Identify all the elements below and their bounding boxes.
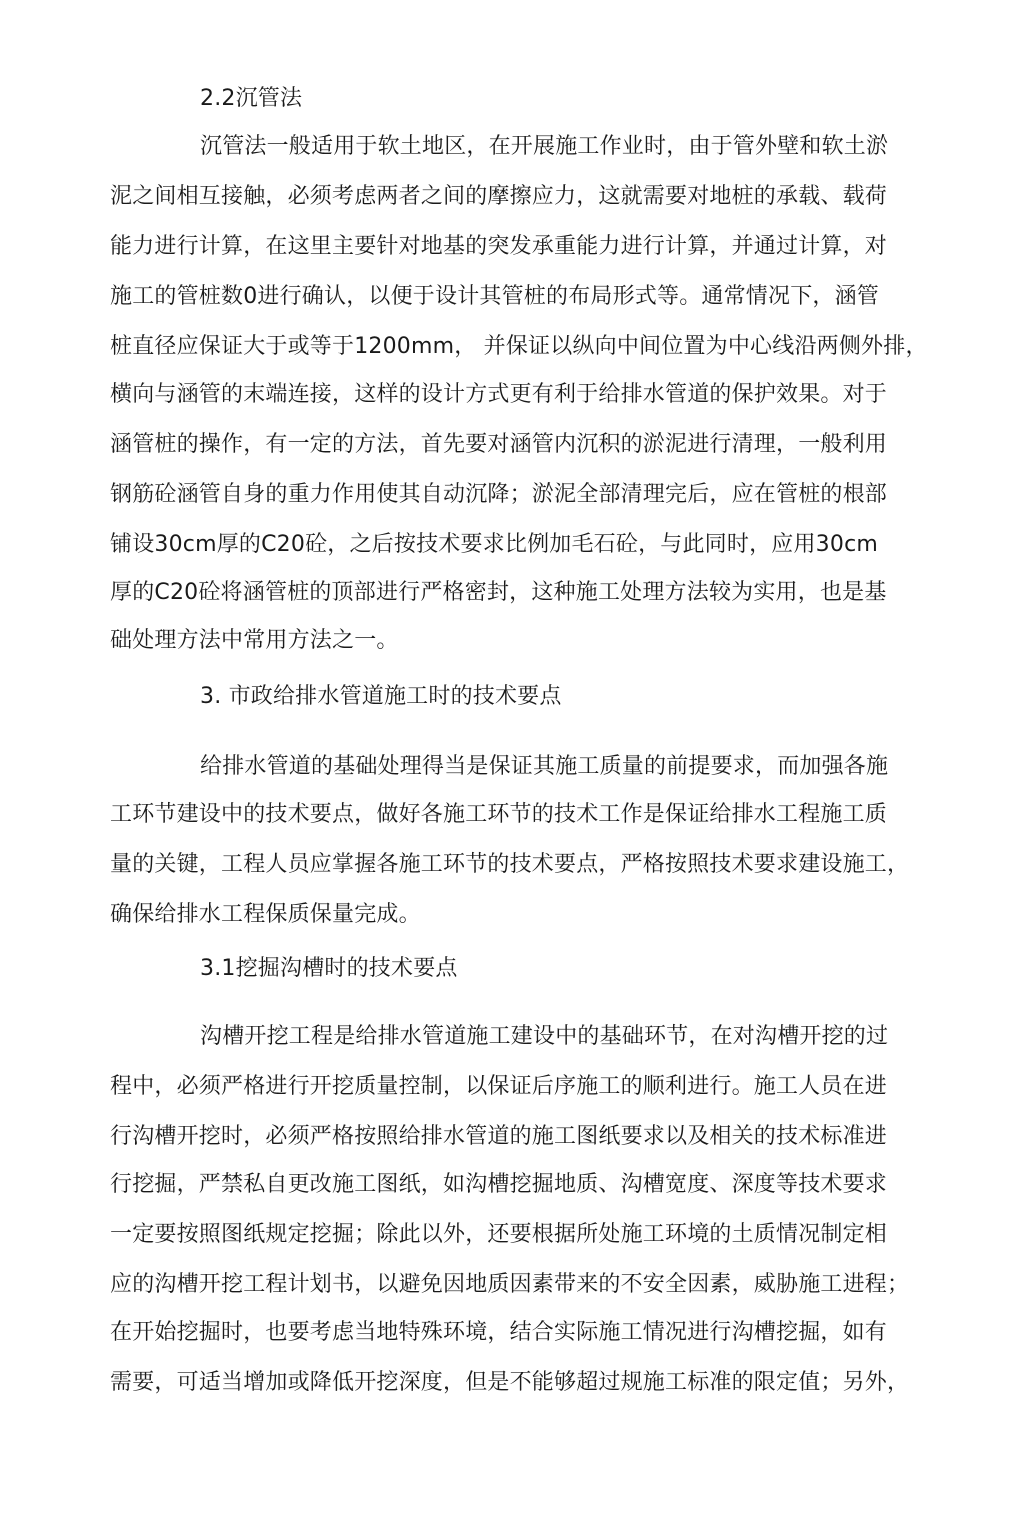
paragraph-line: 桩直径应保证大于或等于1200mm， 并保证以纵向中间位置为中心线沿两侧外排， bbox=[110, 334, 928, 359]
paragraph-line: 确保给排水工程保质保量完成。 bbox=[110, 902, 421, 927]
paragraph-line: 础处理方法中常用方法之一。 bbox=[110, 628, 399, 653]
paragraph-line: 泥之间相互接触，必须考虑两者之间的摩擦应力，这就需要对地桩的承载、载荷 bbox=[110, 184, 888, 209]
paragraph-line: 行挖掘，严禁私自更改施工图纸，如沟槽挖掘地质、沟槽宽度、深度等技术要求 bbox=[110, 1172, 888, 1197]
paragraph-line: 一定要按照图纸规定挖掘；除此以外，还要根据所处施工环境的土质情况制定相 bbox=[110, 1222, 888, 1247]
paragraph-line: 沉管法一般适用于软土地区，在开展施工作业时，由于管外壁和软土淤 bbox=[200, 134, 889, 159]
paragraph-line: 施工的管桩数0进行确认，以便于设计其管桩的布局形式等。通常情况下，涵管 bbox=[110, 284, 879, 309]
paragraph-line: 需要，可适当增加或降低开挖深度，但是不能够超过规施工标准的限定值；另外， bbox=[110, 1370, 910, 1395]
paragraph-line: 在开始挖掘时，也要考虑当地特殊环境，结合实际施工情况进行沟槽挖掘，如有 bbox=[110, 1320, 888, 1345]
paragraph-line: 程中，必须严格进行开挖质量控制，以保证后序施工的顺利进行。施工人员在进 bbox=[110, 1074, 888, 1099]
section-heading-3: 3. 市政给排水管道施工时的技术要点 bbox=[200, 684, 562, 709]
paragraph-line: 沟槽开挖工程是给排水管道施工建设中的基础环节，在对沟槽开挖的过 bbox=[200, 1024, 889, 1049]
paragraph-line: 横向与涵管的末端连接，这样的设计方式更有利于给排水管道的保护效果。对于 bbox=[110, 382, 888, 407]
paragraph-line: 能力进行计算，在这里主要针对地基的突发承重能力进行计算，并通过计算，对 bbox=[110, 234, 888, 259]
paragraph-line: 量的关键，工程人员应掌握各施工环节的技术要点，严格按照技术要求建设施工， bbox=[110, 852, 910, 877]
paragraph-line: 给排水管道的基础处理得当是保证其施工质量的前提要求，而加强各施 bbox=[200, 754, 889, 779]
paragraph-line: 应的沟槽开挖工程计划书，以避免因地质因素带来的不安全因素，威胁施工进程； bbox=[110, 1272, 910, 1297]
section-heading-3-1: 3.1挖掘沟槽时的技术要点 bbox=[200, 956, 458, 981]
section-heading-2-2: 2.2沉管法 bbox=[200, 86, 303, 111]
paragraph-line: 钢筋砼涵管自身的重力作用使其自动沉降；淤泥全部清理完后，应在管桩的根部 bbox=[110, 482, 888, 507]
paragraph-line: 厚的C20砼将涵管桩的顶部进行严格密封，这种施工处理方法较为实用，也是基 bbox=[110, 580, 887, 605]
paragraph-line: 工环节建设中的技术要点，做好各施工环节的技术工作是保证给排水工程施工质 bbox=[110, 802, 888, 827]
paragraph-line: 铺设30cm厚的C20砼，之后按技术要求比例加毛石砼，与此同时，应用30cm bbox=[110, 532, 878, 557]
paragraph-line: 行沟槽开挖时，必须严格按照给排水管道的施工图纸要求以及相关的技术标准进 bbox=[110, 1124, 888, 1149]
paragraph-line: 涵管桩的操作，有一定的方法，首先要对涵管内沉积的淤泥进行清理，一般利用 bbox=[110, 432, 888, 457]
